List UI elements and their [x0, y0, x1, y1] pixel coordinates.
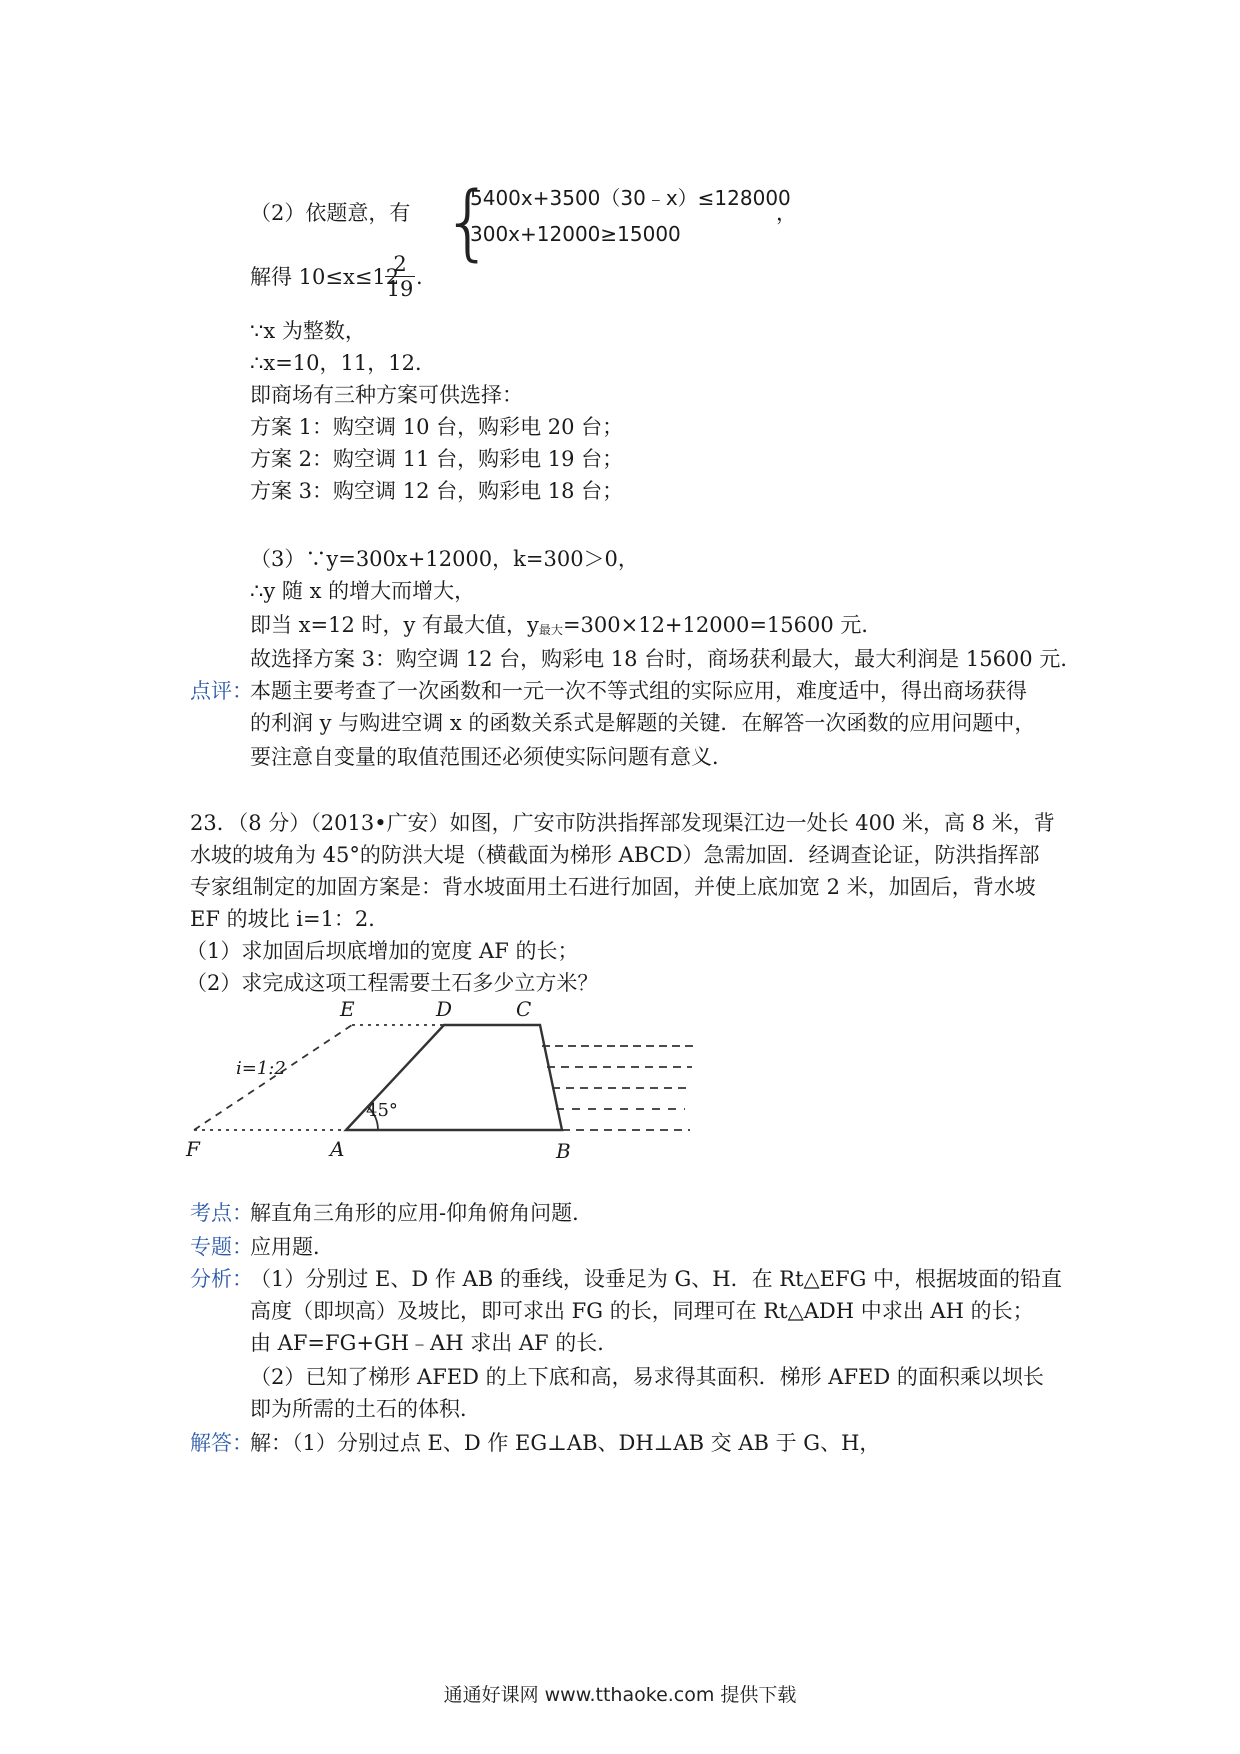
fraction: [385, 252, 415, 301]
inequality-2: 300x+12000≥15000: [470, 222, 681, 246]
label-E: E: [340, 997, 355, 1021]
plan-2: 方案 2：购空调 11 台，购彩电 19 台；: [250, 447, 624, 471]
inequality-1: 5400x+3500（30﹣x）≤128000: [470, 186, 791, 210]
angle-label: 45°: [366, 1100, 398, 1121]
comment-line-3: 要注意自变量的取值范围还必须使实际问题有意义．: [250, 745, 733, 769]
fenxi-line-3: 由 AF=FG+GH﹣AH 求出 AF 的长．: [250, 1331, 619, 1355]
part3-line-1: （3）∵y=300x+12000，k=300＞0，: [250, 547, 639, 571]
part3-line-3b: =300×12+12000=15600 元．: [562, 613, 883, 637]
slope-label: i=1:2: [236, 1058, 286, 1079]
label-D: D: [436, 997, 453, 1021]
solution-suffix: .: [416, 265, 423, 289]
kaodian-label: 考点：: [190, 1201, 253, 1225]
dam-figure: [180, 992, 710, 1182]
kaodian-text: 解直角三角形的应用-仰角俯角问题．: [250, 1201, 594, 1225]
fenxi-line-2: 高度（即坝高）及坡比，即可求出 FG 的长，同理可在 Rt△ADH 中求出 AH 的长；: [250, 1299, 1034, 1323]
fraction-numerator: 2: [385, 252, 415, 277]
plan-3: 方案 3：购空调 12 台，购彩电 18 台；: [250, 479, 624, 503]
q23-line-4: EF 的坡比 i=1：2．: [190, 907, 390, 931]
q23-line-2: 水坡的坡角为 45°的防洪大堤（横截面为梯形 ABCD）急需加固．经调查论证，防洪指挥部: [190, 843, 1040, 867]
solution-prefix: 解得 10≤x≤12: [250, 265, 400, 289]
part2-intro: （2）依题意，有: [250, 201, 411, 225]
choices-intro: 即商场有三种方案可供选择：: [250, 383, 523, 407]
comment-line-2: 的利润 y 与购进空调 x 的函数关系式是解题的关键．在解答一次函数的应用问题中，: [250, 711, 1036, 735]
q23-line-1: 23．（8 分）（2013•广安）如图，广安市防洪指挥部发现渠江边一处长 400 米，高 8 米，背: [190, 811, 1055, 835]
part3-line-3: [250, 610, 882, 645]
comment-label: 点评：: [190, 679, 253, 703]
x-values: ∴x=10，11，12．: [250, 351, 436, 375]
part3-line-3a: 即当 x=12 时，y 有最大值，y: [250, 613, 539, 637]
q23-line-3: 专家组制定的加固方案是：背水坡面用土石进行加固，并使上底加宽 2 米，加固后，背水坡: [190, 875, 1036, 899]
solution-range: [250, 262, 399, 292]
fenxi-line-1: （1）分别过 E、D 作 AB 的垂线，设垂足为 G、H．在 Rt△EFG 中，根据坡面的铅直: [250, 1267, 1063, 1291]
system-brace: {: [442, 175, 495, 270]
zhuanti-label: 专题：: [190, 1235, 253, 1259]
zhuanti-text: 应用题．: [250, 1235, 334, 1259]
label-A: A: [330, 1137, 345, 1161]
part3-line-4: 故选择方案 3：购空调 12 台，购彩电 18 台时，商场获利最大，最大利润是 15600 元．: [250, 647, 1082, 671]
jieda-text: 解：（1）分别过点 E、D 作 EG⊥AB、DH⊥AB 交 AB 于 G、H，: [250, 1431, 881, 1455]
comment-line-1: 本题主要考查了一次函数和一元一次不等式组的实际应用，难度适中，得出商场获得: [250, 679, 1027, 703]
max-subscript: 最大: [538, 623, 563, 637]
part3-line-2: ∴y 随 x 的增大而增大，: [250, 579, 476, 603]
label-B: B: [556, 1139, 571, 1163]
integer-condition: ∵x 为整数，: [250, 319, 366, 343]
page-footer: 通通好课网 www.tthaoke.com 提供下载: [443, 1684, 797, 1706]
jieda-label: 解答：: [190, 1431, 253, 1455]
fenxi-line-5: 即为所需的土石的体积．: [250, 1397, 481, 1421]
label-F: F: [186, 1137, 200, 1161]
q23-sub-1: （1）求加固后坝底增加的宽度 AF 的长；: [186, 939, 579, 963]
fenxi-label: 分析：: [190, 1267, 253, 1291]
q23-sub-2: （2）求完成这项工程需要土石多少立方米？: [186, 971, 599, 995]
fenxi-line-4: （2）已知了梯形 AFED 的上下底和高，易求得其面积．梯形 AFED 的面积乘以坝长: [250, 1365, 1044, 1389]
plan-1: 方案 1：购空调 10 台，购彩电 20 台；: [250, 415, 624, 439]
label-C: C: [516, 997, 532, 1021]
system-comma: ，: [776, 201, 797, 225]
fraction-denominator: 19: [386, 277, 414, 301]
